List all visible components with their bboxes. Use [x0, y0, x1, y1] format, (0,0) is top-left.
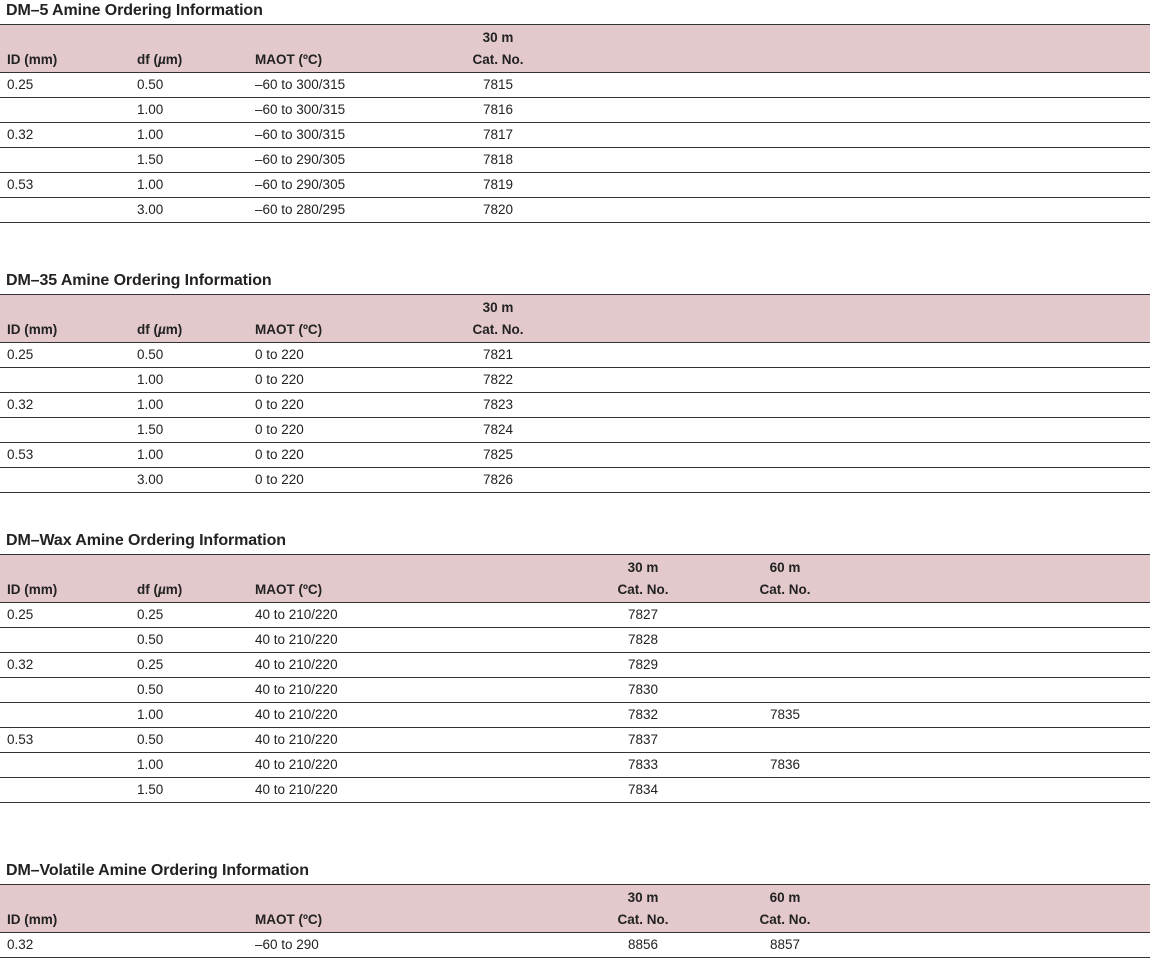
- dmwax-header-df: df (µm): [137, 582, 183, 597]
- dm5-cell-maot: –60 to 290/305: [255, 177, 346, 192]
- dm35-cell-maot: 0 to 220: [255, 422, 304, 437]
- dmvolatile-table-row: [0, 933, 1150, 958]
- dm5-header-row: [0, 24, 1150, 73]
- dm35-header-maot: MAOT (ºC): [255, 322, 323, 337]
- dm35-cell-df: 3.00: [137, 472, 164, 487]
- dmvolatile-cell-id: 0.32: [7, 937, 34, 952]
- dmwax-cell-id: 0.25: [7, 607, 34, 622]
- dmwax-table-row: [0, 753, 1150, 778]
- dmwax-cell-cat30: 7834: [627, 782, 659, 797]
- dm5-cell-df: 0.50: [137, 77, 164, 92]
- dmvolatile-cell-cat60: 8857: [769, 937, 801, 952]
- dm35-cell-cat30: 7826: [482, 472, 514, 487]
- dmwax-header-id: ID (mm): [7, 582, 58, 597]
- dmvolatile-header-maot: MAOT (ºC): [255, 912, 323, 927]
- dm5-cell-cat30: 7818: [482, 152, 514, 167]
- dm5-header-length-30: 30 m: [482, 30, 514, 45]
- dmwax-cell-df: 1.50: [137, 782, 164, 797]
- dmwax-cell-id: 0.32: [7, 657, 34, 672]
- dm5-table-row: [0, 173, 1150, 198]
- dmwax-cell-cat30: 7830: [627, 682, 659, 697]
- dm5-table-row: [0, 73, 1150, 98]
- dm5-header-maot: MAOT (ºC): [255, 52, 323, 67]
- dm5-cell-maot: –60 to 300/315: [255, 77, 346, 92]
- dm35-cell-df: 1.00: [137, 397, 164, 412]
- dmvolatile-header-length-30: 30 m: [627, 890, 659, 905]
- dm35-cell-df: 1.50: [137, 422, 164, 437]
- dmvolatile-header-length-60: 60 m: [769, 890, 801, 905]
- dm5-table-row: [0, 148, 1150, 173]
- dm5-table-row: [0, 123, 1150, 148]
- dmwax-header-row: [0, 554, 1150, 603]
- dm5-cell-id: 0.53: [7, 177, 34, 192]
- dmvolatile-cell-maot: –60 to 290: [255, 937, 319, 952]
- dm35-cell-id: 0.32: [7, 397, 34, 412]
- dmwax-table-row: [0, 628, 1150, 653]
- dm5-title: DM–5 Amine Ordering Information: [6, 2, 263, 19]
- dm5-table-row: [0, 98, 1150, 123]
- dmwax-header-length-60: 60 m: [769, 560, 801, 575]
- dmvolatile-header-cat-30: Cat. No.: [617, 912, 669, 927]
- dm35-cell-df: 0.50: [137, 347, 164, 362]
- dmwax-cell-maot: 40 to 210/220: [255, 732, 338, 747]
- dmwax-table-row: [0, 703, 1150, 728]
- dmwax-header-length-30: 30 m: [627, 560, 659, 575]
- dm35-cell-maot: 0 to 220: [255, 347, 304, 362]
- dm35-table-row: [0, 368, 1150, 393]
- dm5-cell-maot: –60 to 300/315: [255, 102, 346, 117]
- dmwax-cell-maot: 40 to 210/220: [255, 607, 338, 622]
- dmwax-cell-cat30: 7827: [627, 607, 659, 622]
- dmvolatile-header-cat-60: Cat. No.: [759, 912, 811, 927]
- dm35-section: [0, 270, 1152, 493]
- dmwax-table-row: [0, 603, 1150, 628]
- dm35-cell-maot: 0 to 220: [255, 447, 304, 462]
- dmvolatile-header-id: ID (mm): [7, 912, 58, 927]
- dm35-cell-df: 1.00: [137, 447, 164, 462]
- dmwax-cell-cat30: 7829: [627, 657, 659, 672]
- dm5-cell-cat30: 7816: [482, 102, 514, 117]
- dm35-cell-cat30: 7822: [482, 372, 514, 387]
- dmwax-table-row: [0, 728, 1150, 753]
- dmwax-header-cat-60: Cat. No.: [759, 582, 811, 597]
- dmvolatile-header-row: [0, 884, 1150, 933]
- dmwax-cell-cat30: 7837: [627, 732, 659, 747]
- dmwax-cell-cat30: 7828: [627, 632, 659, 647]
- dmvolatile-title: DM–Volatile Amine Ordering Information: [6, 862, 309, 879]
- dmwax-cell-df: 1.00: [137, 757, 164, 772]
- dm35-cell-df: 1.00: [137, 372, 164, 387]
- dm35-table-row: [0, 393, 1150, 418]
- dm5-cell-cat30: 7817: [482, 127, 514, 142]
- dm5-cell-id: 0.32: [7, 127, 34, 142]
- dm5-cell-maot: –60 to 290/305: [255, 152, 346, 167]
- dmwax-cell-maot: 40 to 210/220: [255, 657, 338, 672]
- dmwax-cell-df: 0.50: [137, 682, 164, 697]
- dm5-cell-cat30: 7815: [482, 77, 514, 92]
- dmwax-table-row: [0, 653, 1150, 678]
- dmwax-cell-maot: 40 to 210/220: [255, 707, 338, 722]
- dm5-cell-maot: –60 to 300/315: [255, 127, 346, 142]
- dm35-cell-cat30: 7823: [482, 397, 514, 412]
- dm35-header-length-30: 30 m: [482, 300, 514, 315]
- dm35-cell-id: 0.53: [7, 447, 34, 462]
- dm35-header-id: ID (mm): [7, 322, 58, 337]
- dm35-table-row: [0, 468, 1150, 493]
- dm5-cell-df: 1.50: [137, 152, 164, 167]
- dm5-cell-df: 1.00: [137, 177, 164, 192]
- dm35-cell-maot: 0 to 220: [255, 472, 304, 487]
- dm5-header-id: ID (mm): [7, 52, 58, 67]
- dm5-cell-cat30: 7820: [482, 202, 514, 217]
- dm5-cell-maot: –60 to 280/295: [255, 202, 346, 217]
- dmwax-cell-df: 0.25: [137, 607, 164, 622]
- dm5-section: [0, 0, 1152, 223]
- dm35-cell-cat30: 7824: [482, 422, 514, 437]
- dm35-cell-cat30: 7821: [482, 347, 514, 362]
- dmwax-cell-maot: 40 to 210/220: [255, 782, 338, 797]
- dmwax-cell-cat30: 7832: [627, 707, 659, 722]
- dmwax-cell-cat60: 7836: [769, 757, 801, 772]
- dm35-header-df: df (µm): [137, 322, 183, 337]
- dmwax-cell-maot: 40 to 210/220: [255, 632, 338, 647]
- dmwax-table-row: [0, 778, 1150, 803]
- dm5-cell-cat30: 7819: [482, 177, 514, 192]
- dm35-cell-cat30: 7825: [482, 447, 514, 462]
- dmwax-cell-cat60: 7835: [769, 707, 801, 722]
- dmwax-cell-df: 1.00: [137, 707, 164, 722]
- dmwax-section: [0, 530, 1152, 803]
- dmwax-cell-maot: 40 to 210/220: [255, 682, 338, 697]
- dm5-cell-df: 3.00: [137, 202, 164, 217]
- dm35-header-cat-30: Cat. No.: [472, 322, 524, 337]
- dmvolatile-cell-cat30: 8856: [627, 937, 659, 952]
- dm35-header-row: [0, 294, 1150, 343]
- dmwax-table-row: [0, 678, 1150, 703]
- dm5-header-cat-30: Cat. No.: [472, 52, 524, 67]
- dmwax-cell-df: 0.50: [137, 632, 164, 647]
- dm35-cell-maot: 0 to 220: [255, 397, 304, 412]
- dmwax-title: DM–Wax Amine Ordering Information: [6, 532, 286, 549]
- dm35-cell-maot: 0 to 220: [255, 372, 304, 387]
- dm5-table-row: [0, 198, 1150, 223]
- dmvolatile-section: [0, 860, 1152, 958]
- dmwax-cell-maot: 40 to 210/220: [255, 757, 338, 772]
- dm5-cell-df: 1.00: [137, 127, 164, 142]
- dm5-cell-df: 1.00: [137, 102, 164, 117]
- dmwax-cell-df: 0.25: [137, 657, 164, 672]
- dm35-table-row: [0, 418, 1150, 443]
- dmwax-cell-cat30: 7833: [627, 757, 659, 772]
- dm35-table-row: [0, 443, 1150, 468]
- dm35-table-row: [0, 343, 1150, 368]
- dm5-cell-id: 0.25: [7, 77, 34, 92]
- dmwax-header-cat-30: Cat. No.: [617, 582, 669, 597]
- dm5-header-df: df (µm): [137, 52, 183, 67]
- dmwax-cell-id: 0.53: [7, 732, 34, 747]
- dmwax-cell-df: 0.50: [137, 732, 164, 747]
- dm35-title: DM–35 Amine Ordering Information: [6, 272, 272, 289]
- dmwax-header-maot: MAOT (ºC): [255, 582, 323, 597]
- dm35-cell-id: 0.25: [7, 347, 34, 362]
